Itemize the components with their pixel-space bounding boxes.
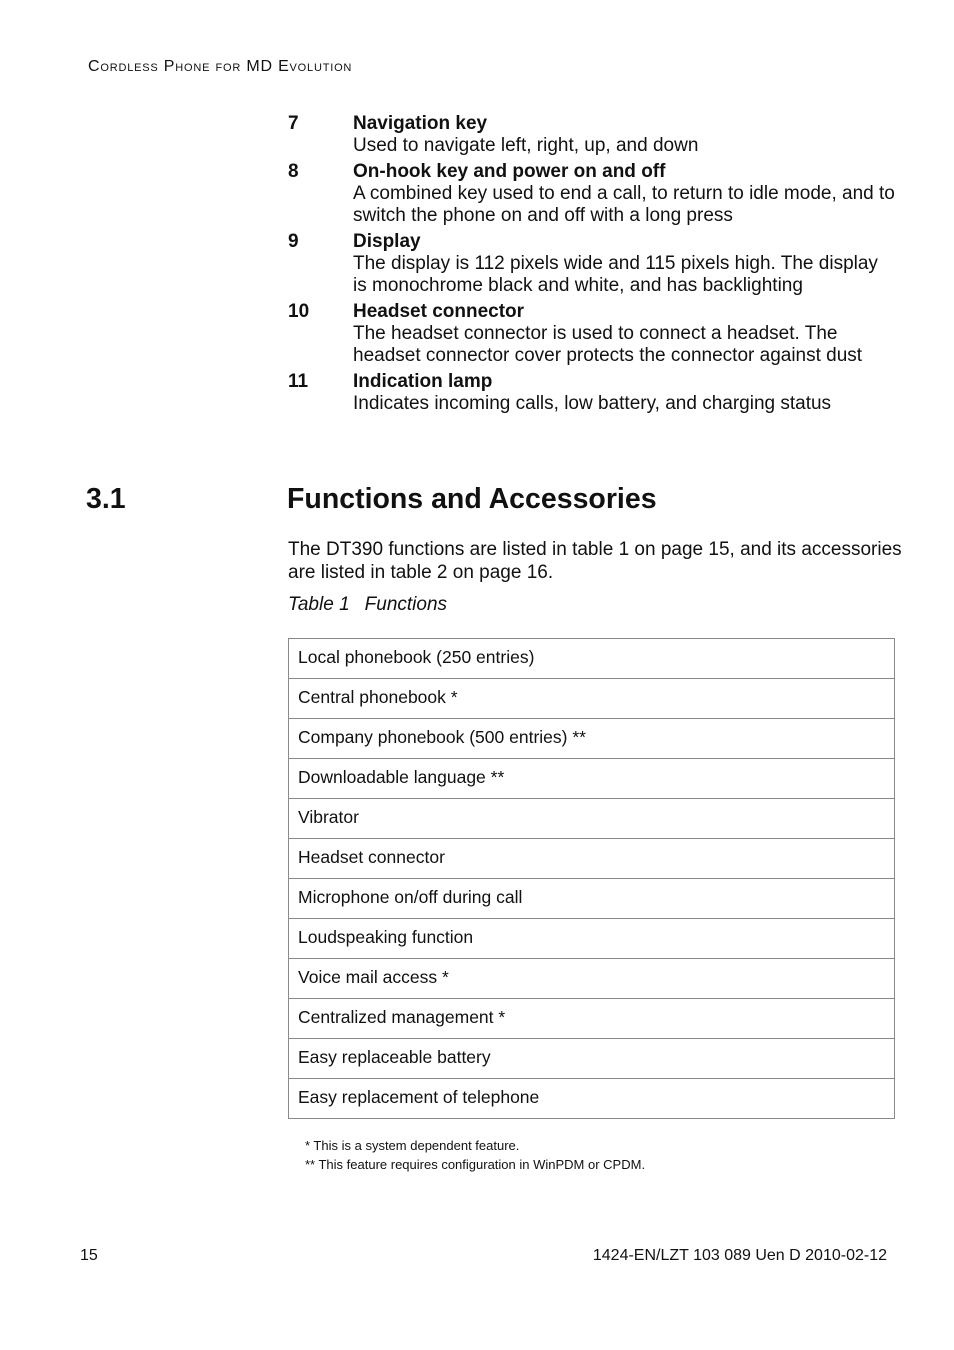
list-item	[288, 161, 895, 227]
item-number: 9	[288, 231, 299, 252]
intro-line: are listed in table 2 on page 16.	[288, 562, 554, 583]
item-title: Navigation key	[353, 113, 488, 134]
functions-table	[288, 638, 895, 1119]
item-description: switch the phone on and off with a long press	[353, 205, 733, 226]
caption-title: Functions	[364, 594, 448, 615]
item-body	[353, 231, 878, 297]
item-number: 10	[288, 301, 310, 322]
document-id: 1424-EN/LZT 103 089 Uen D 2010-02-12	[592, 1247, 887, 1264]
item-body	[353, 113, 698, 157]
item-description: Used to navigate left, right, up, and down	[353, 135, 699, 156]
item-body	[353, 161, 895, 227]
item-number: 11	[288, 371, 309, 392]
table-row: Microphone on/off during call	[289, 879, 894, 919]
item-number: 7	[288, 113, 299, 134]
footnote: * This is a system dependent feature.	[305, 1138, 520, 1153]
item-title: Indication lamp	[353, 371, 493, 392]
list-item	[288, 301, 895, 367]
item-body	[353, 301, 862, 367]
page-number: 15	[80, 1247, 98, 1264]
item-title: Headset connector	[353, 301, 525, 322]
table-row: Easy replaceable battery	[289, 1039, 894, 1079]
item-description: is monochrome black and white, and has backlighting	[353, 275, 803, 296]
section-intro	[288, 538, 902, 584]
item-description: headset connector cover protects the connector against dust	[353, 345, 863, 366]
table-row: Centralized management *	[289, 999, 894, 1039]
item-description: The headset connector is used to connect a headset. The	[353, 323, 838, 344]
list-item	[288, 231, 895, 297]
table-row: Voice mail access *	[289, 959, 894, 999]
list-item	[288, 113, 895, 157]
item-body	[353, 371, 831, 415]
key-description-list	[288, 113, 895, 419]
intro-line: The DT390 functions are listed in table 1 on page 15, and its accessories	[288, 539, 902, 560]
table-row: Loudspeaking function	[289, 919, 894, 959]
item-number: 8	[288, 161, 299, 182]
list-item	[288, 371, 895, 415]
table-row: Vibrator	[289, 799, 894, 839]
item-description: The display is 112 pixels wide and 115 pixels high. The display	[353, 253, 878, 274]
item-description: A combined key used to end a call, to return to idle mode, and to	[353, 183, 895, 204]
footnote: ** This feature requires configuration in WinPDM or CPDM.	[305, 1157, 646, 1172]
item-title: On-hook key and power on and off	[353, 161, 666, 182]
table-row: Downloadable language **	[289, 759, 894, 799]
caption-label: Table 1	[288, 594, 350, 615]
running-header: Cordless Phone for MD Evolution	[88, 58, 353, 75]
table-row: Headset connector	[289, 839, 894, 879]
section-number: 3.1	[86, 483, 126, 515]
item-description: Indicates incoming calls, low battery, and charging status	[353, 393, 832, 414]
table-caption	[288, 594, 447, 616]
table-row: Central phonebook *	[289, 679, 894, 719]
table-row: Company phonebook (500 entries) **	[289, 719, 894, 759]
section-title: Functions and Accessories	[287, 483, 657, 515]
table-row: Local phonebook (250 entries)	[289, 639, 894, 679]
table-footnotes	[305, 1136, 645, 1174]
table-row: Easy replacement of telephone	[289, 1079, 894, 1119]
item-title: Display	[353, 231, 421, 252]
